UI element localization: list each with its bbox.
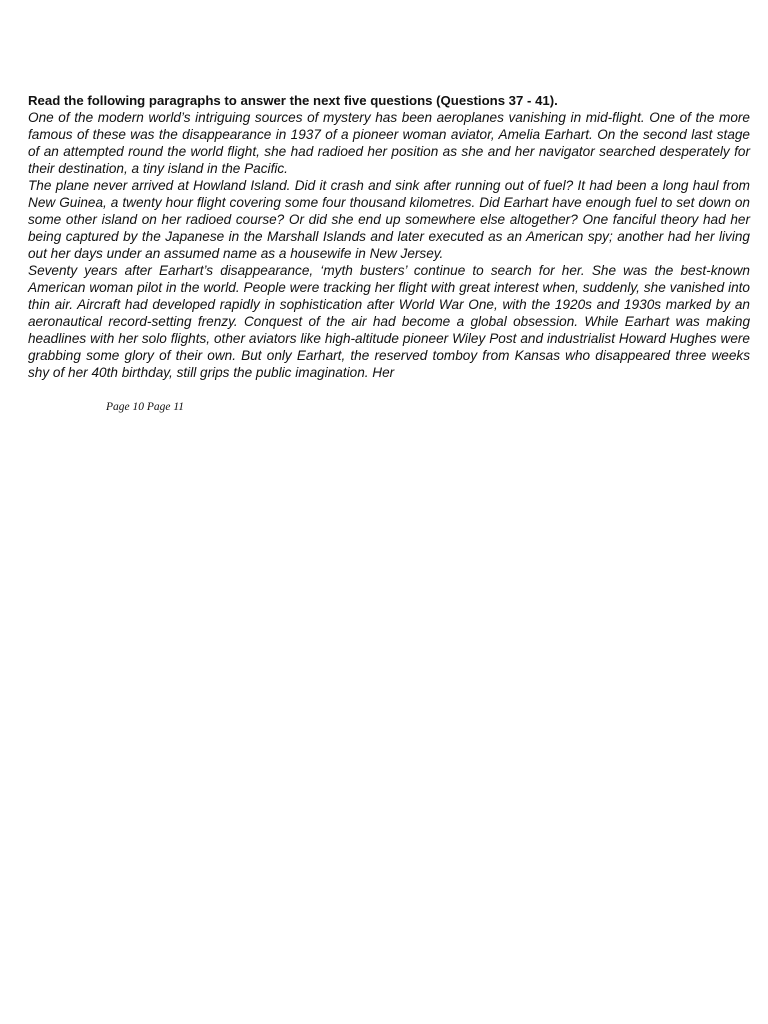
document-page: [28, 93, 750, 381]
page-footer: Page 10 Page 11: [106, 401, 185, 413]
paragraph-3: Seventy years after Earhart’s disappearance, ‘myth busters’ continue to search for her. She was the best-known American woman pilot in the world. People were tracking her flight with great interest when, suddenly, she vanished into thin air. Aircraft had developed rapidly in sophistication after World War One, with the 1920s and 1930s marked by an aeronautical record-setting frenzy. Conquest of the air had become a global obsession. While Earhart was making headlines with her solo flights, other aviators like high-altitude pioneer Wiley Post and industrialist Howard Hughes were grabbing some glory of their own. But only Earhart, the reserved tomboy from Kansas who disappeared three weeks shy of her 40th birthday, still grips the public imagination. Her: [28, 263, 750, 380]
paragraph-2: The plane never arrived at Howland Island. Did it crash and sink after running out of fuel? It had been a long haul from New Guinea, a twenty hour flight covering some four thousand kilometres. Did Earhart have enough fuel to set down on some other island on her radioed course? Or did she end up somewhere else altogether? One fanciful theory had her being captured by the Japanese in the Marshall Islands and later executed as an American spy; another had her living out her days under an assumed name as a housewife in New Jersey.: [28, 178, 750, 261]
paragraph-1: One of the modern world’s intriguing sources of mystery has been aeroplanes vanishing in mid-flight. One of the more famous of these was the disappearance in 1937 of a pioneer woman aviator, Amelia Earhart. On the second last stage of an attempted round the world flight, she had radioed her position as she and her navigator searched desperately for their destination, a tiny island in the Pacific.: [28, 110, 750, 176]
instructions-heading: Read the following paragraphs to answer the next five questions (Questions 37 - 41).: [28, 93, 558, 108]
